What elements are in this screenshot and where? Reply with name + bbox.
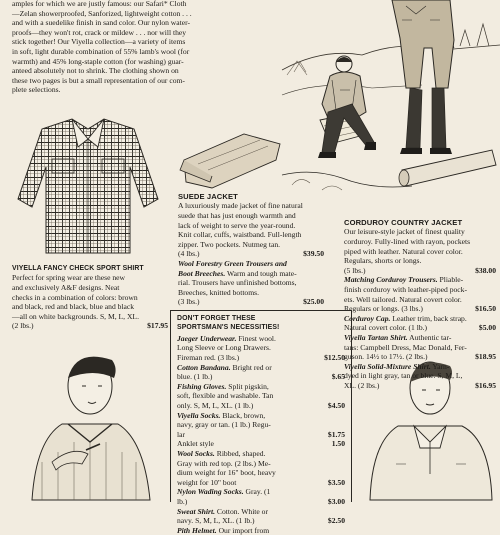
trousers-name-2: Boot Breeches. (178, 268, 226, 278)
cord-cap-line: Leather trim, back strap. (392, 313, 467, 323)
trousers-line: rial. Trousers have unfinished bottoms, (178, 278, 297, 288)
intro-line: anteed absolutely not to shrink. The clothing shown on (12, 66, 179, 76)
wading-socks-name: Nylon Wading Socks. (177, 487, 244, 497)
viyella-shirt-line: and black, red and black, blue and black (12, 302, 135, 312)
cord-trousers-line: finish corduroy with leather-piped pock- (344, 284, 467, 294)
corduroy-title: CORDUROY COUNTRY JACKET (344, 218, 463, 227)
corduroy-line: corduroy. Fully-lined with rayon, pockets (344, 237, 471, 246)
tartan-shirt-price: $18.95 (475, 352, 496, 362)
suede-jacket-line: zipper. Two pockets. Nutmeg tan. (178, 239, 281, 249)
trousers-line: Warm and tough mate- (227, 268, 297, 278)
bandana-price: $.65 (331, 372, 345, 382)
viyella-shirt-line: checks in a combination of colors: brown (12, 292, 138, 302)
gloves-line: only. S, M, L, XL. (1 lb.) (177, 400, 254, 410)
intro-line: these two pages is but a small representation of our com- (12, 75, 185, 85)
suede-jacket-price: $39.50 (303, 249, 324, 259)
intro-line: amples for which we are justly famous: our Safari* Cloth (12, 0, 187, 8)
wool-socks-line: Gray with red top. (2 lbs.) Me- (177, 458, 271, 468)
wool-socks-name: Wool Socks. (177, 448, 215, 458)
underwear-line: Fireman red. (3 lbs.) (177, 353, 240, 362)
underwear-line: Finest wool. (238, 333, 276, 343)
corduroy-line: Regulars, shorts or longs. (344, 256, 422, 266)
bandana-name: Cotton Bandana. (177, 362, 231, 372)
corduroy-block (344, 218, 496, 391)
cord-trousers-line: Regulars or longs. (3 lbs.) (344, 304, 423, 314)
viyella-socks-line: Black, brown, (222, 410, 266, 420)
gloves-line: Split pigskin, (228, 381, 269, 391)
tartan-shirt-line: Authentic tar- (409, 332, 452, 342)
viyella-socks-price: $1.75 (327, 429, 345, 439)
suede-jacket-block (178, 192, 324, 307)
viyella-shirt-line: Perfect for spring wear are these new (12, 273, 126, 283)
underwear-name: Jaeger Underwear. (177, 333, 237, 343)
wading-socks-line: lb.) (177, 496, 188, 506)
sweat-shirt-line: Cotton. White or (216, 506, 269, 516)
solid-shirt-line: Yarn- (432, 361, 450, 371)
intro-line: proofs—they won't rot, crack or mildew . . . nor will they (12, 27, 187, 37)
solid-shirt-price: $16.95 (475, 380, 496, 390)
sweater-man-illustration (12, 342, 166, 500)
cord-trousers-name: Matching Corduroy Trousers. (344, 275, 438, 285)
necessities-title: SPORTSMAN'S NECESSITIES! (177, 324, 280, 332)
gloves-name: Fishing Gloves. (177, 381, 227, 391)
suede-jacket-line: lack of weight to serve the year-round. (178, 220, 296, 230)
solid-shirt-name: Viyella Solid-Mixture Shirt. (344, 361, 431, 371)
gloves-price: $4.50 (327, 400, 345, 410)
sweat-shirt-line: navy. S, M, L, XL. (1 lb.) (177, 516, 255, 526)
sweat-shirt-name: Sweat Shirt. (177, 506, 215, 516)
necessities-box (170, 310, 352, 535)
viyella-shirt-line: and exclusively A&F designs. Neat (12, 283, 120, 292)
corduroy-price: $38.00 (475, 265, 496, 275)
bandana-line: blue. (1 lb.) (177, 372, 213, 382)
anklet-price: 1.50 (331, 439, 345, 449)
pith-helmet-name: Pith Helmet. (177, 525, 217, 535)
tartan-shirt-name: Viyella Tartan Shirt. (344, 332, 408, 342)
intro-paragraph (12, 0, 278, 95)
suede-jacket-title: SUEDE JACKET (178, 192, 238, 201)
solid-shirt-line: dyed in light gray, tan or blue. S, M, L, (344, 371, 463, 381)
suede-jacket-line: Knit collar, cuffs, waistband. Full-length (178, 230, 302, 240)
viyella-shirt-title: VIYELLA FANCY CHECK SPORT SHIRT (12, 265, 144, 272)
corduroy-weight: (5 lbs.) (344, 265, 366, 275)
intro-line: plete selections. (12, 85, 61, 95)
corduroy-jacket-illustration (282, 0, 500, 215)
viyella-socks-line: navy, gray or tan. (1 lb.) Regu- (177, 420, 271, 430)
viyella-shirt-weight: (2 lbs.) (12, 321, 34, 331)
suede-jacket-illustration (178, 130, 288, 192)
trousers-name: Wool Forestry Green Trousers and (178, 258, 287, 268)
intro-line: —Zelan showerproofed, Sanforized, lightweight cotton . . . (12, 8, 192, 18)
suede-jacket-line: A luxuriously made jacket of fine natural (178, 201, 303, 211)
check-shirt-illustration (12, 113, 166, 261)
viyella-shirt-price: $17.95 (147, 321, 168, 331)
cord-trousers-line: Pliable- (439, 275, 464, 285)
viyella-socks-line: lar (177, 429, 186, 439)
wool-socks-line: Ribbed, shaped. (216, 448, 266, 458)
sweat-shirt-price: $2.50 (327, 516, 345, 526)
bandana-line: Bright red or (232, 362, 272, 372)
viyella-shirt-line: —all on white backgrounds. S, M, L, XL. (12, 311, 139, 321)
underwear-line: Long Sleeve or Long Drawers. (177, 343, 271, 353)
wading-socks-price: $3.00 (327, 496, 345, 506)
suede-jacket-line: suede that has just enough warmth and (178, 211, 296, 220)
viyella-socks-name: Viyella Socks. (177, 410, 221, 420)
intro-line: in soft, light durable combination of 55% lamb's wool (for (12, 46, 190, 56)
tartan-shirt-line: tans: Campbell Dress, Mac Donald, Fer- (344, 342, 467, 352)
solid-shirt-line: XL. (2 lbs.) (344, 380, 380, 390)
gloves-line: soft, flexible and washable. Tan (177, 391, 274, 401)
wading-socks-line: Gray. (1 (245, 487, 271, 497)
intro-line: stick together! Our Viyella collection—a variety of items (12, 37, 186, 47)
underwear-price: $12.50 (324, 353, 345, 362)
cord-cap-name: Corduroy Cap. (344, 313, 391, 323)
cord-cap-price: $5.00 (478, 323, 496, 333)
tartan-shirt-line: guson. 14½ to 17½. (2 lbs.) (344, 352, 428, 362)
corduroy-line: Our leisure-style jacket of finest quality (344, 227, 465, 237)
wool-socks-price: $3.50 (327, 477, 345, 487)
suede-jacket-weight: (4 lbs.) (178, 249, 200, 259)
corduroy-line: piped with leather. Natural cover color. (344, 246, 463, 256)
cord-trousers-line: ets. Well tailored. Natural covert color. (344, 294, 462, 304)
pith-helmet-line: Our import from (218, 525, 270, 535)
viyella-shirt-block (12, 264, 168, 331)
trousers-price: $25.00 (303, 297, 324, 307)
intro-line: and with a suedelike finish in sand color. Our nylon water- (12, 18, 191, 28)
necessities-title: DON'T FORGET THESE (177, 315, 256, 322)
cord-trousers-price: $16.50 (475, 304, 496, 314)
wool-socks-line: weight for 10" boot (177, 477, 237, 487)
trousers-weight: (3 lbs.) (178, 297, 200, 307)
trousers-line: Breeches, knitted bottoms. (178, 287, 259, 297)
anklet-line: Anklet style (177, 439, 214, 449)
intro-line: warmth) and 45% long-staple cotton (for washing) guar- (12, 56, 184, 66)
cord-cap-line: Natural covert color. (1 lb.) (344, 323, 428, 333)
wool-socks-line: dium weight for 16" boot, heavy (177, 468, 276, 478)
